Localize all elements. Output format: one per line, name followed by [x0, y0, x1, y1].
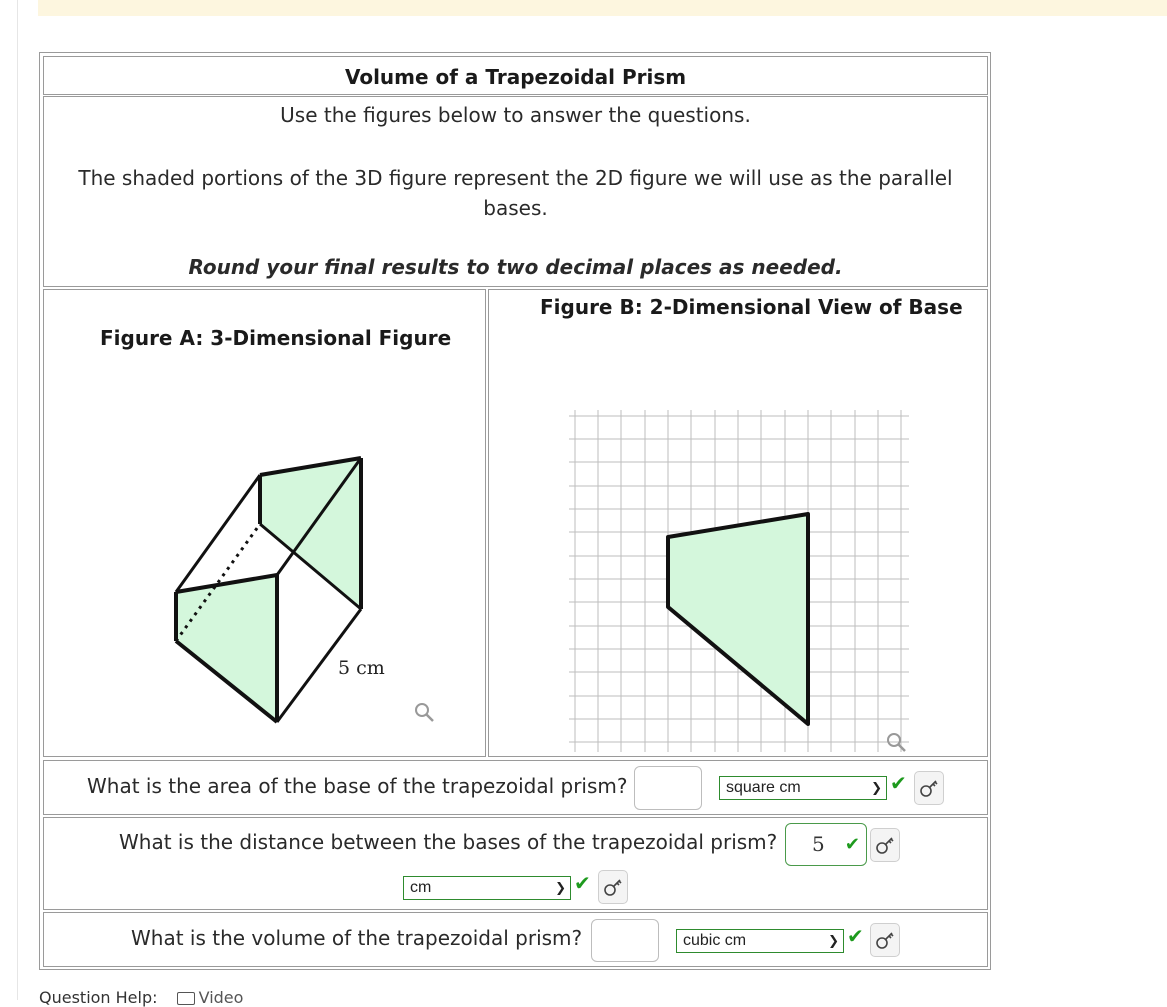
key-button[interactable] — [870, 923, 900, 957]
checkmark-icon: ✔ — [844, 834, 860, 855]
volume-unit-select[interactable] — [676, 929, 844, 953]
question-1-row — [43, 760, 988, 815]
figure-a-3d-prism — [44, 290, 485, 756]
left-rule — [17, 0, 18, 1000]
key-button[interactable] — [870, 828, 900, 862]
distance-answer-value: 5 — [812, 832, 825, 856]
question-help-bar — [39, 988, 243, 1007]
zoom-icon-figure-a[interactable] — [414, 702, 436, 724]
key-icon — [871, 924, 899, 956]
figure-b-grid-base — [489, 290, 987, 756]
figure-b-cell — [488, 289, 988, 757]
figure-b-title: Figure B: 2-Dimensional View of Base — [540, 295, 963, 319]
title-cell — [43, 56, 988, 95]
zoom-icon-figure-b[interactable] — [885, 731, 909, 755]
area-answer-input[interactable] — [634, 766, 702, 810]
top-banner — [38, 0, 1167, 16]
volume-answer-input[interactable] — [591, 919, 659, 962]
key-icon — [871, 829, 899, 861]
video-label: Video — [198, 988, 244, 1007]
figure-a-length-label: 5 cm — [338, 657, 385, 679]
key-icon — [599, 871, 627, 903]
rounding-note: Round your final results to two decimal places as needed. — [188, 255, 843, 279]
volume-unit-value: cubic cm — [683, 932, 747, 949]
key-icon — [915, 772, 943, 804]
question-1-text: What is the area of the base of the trapezoidal prism? — [87, 774, 628, 798]
area-unit-value: square cm — [726, 779, 801, 796]
distance-unit-value: cm — [410, 879, 432, 896]
distance-answer-input[interactable] — [785, 823, 867, 866]
area-unit-select[interactable] — [719, 776, 887, 800]
key-button[interactable] — [914, 771, 944, 805]
question-2-text: What is the distance between the bases of the trapezoidal prism? — [119, 830, 778, 854]
figure-a-title: Figure A: 3-Dimensional Figure — [100, 326, 452, 350]
checkmark-icon: ✔ — [574, 871, 591, 895]
distance-unit-select[interactable] — [403, 876, 571, 900]
intro-shaded-note: The shaded portions of the 3D figure represent the 2D figure we will use as the parallel bases. — [78, 166, 953, 220]
figure-a-cell — [43, 289, 486, 757]
question-2-row — [43, 817, 988, 910]
question-help-label: Question Help: — [39, 988, 158, 1007]
question-3-row — [43, 912, 988, 967]
page-title: Volume of a Trapezoidal Prism — [344, 65, 687, 89]
key-button[interactable] — [598, 870, 628, 904]
video-icon — [177, 992, 195, 1005]
question-3-text: What is the volume of the trapezoidal prism? — [131, 926, 583, 950]
chevron-down-icon: ❯ — [871, 780, 882, 795]
intro-cell — [43, 96, 988, 287]
chevron-down-icon: ❯ — [828, 933, 839, 948]
checkmark-icon: ✔ — [890, 771, 907, 795]
intro-instruction: Use the figures below to answer the questions. — [280, 103, 751, 127]
video-link[interactable] — [177, 988, 244, 1007]
chevron-down-icon: ❯ — [555, 880, 566, 895]
checkmark-icon: ✔ — [847, 924, 864, 948]
